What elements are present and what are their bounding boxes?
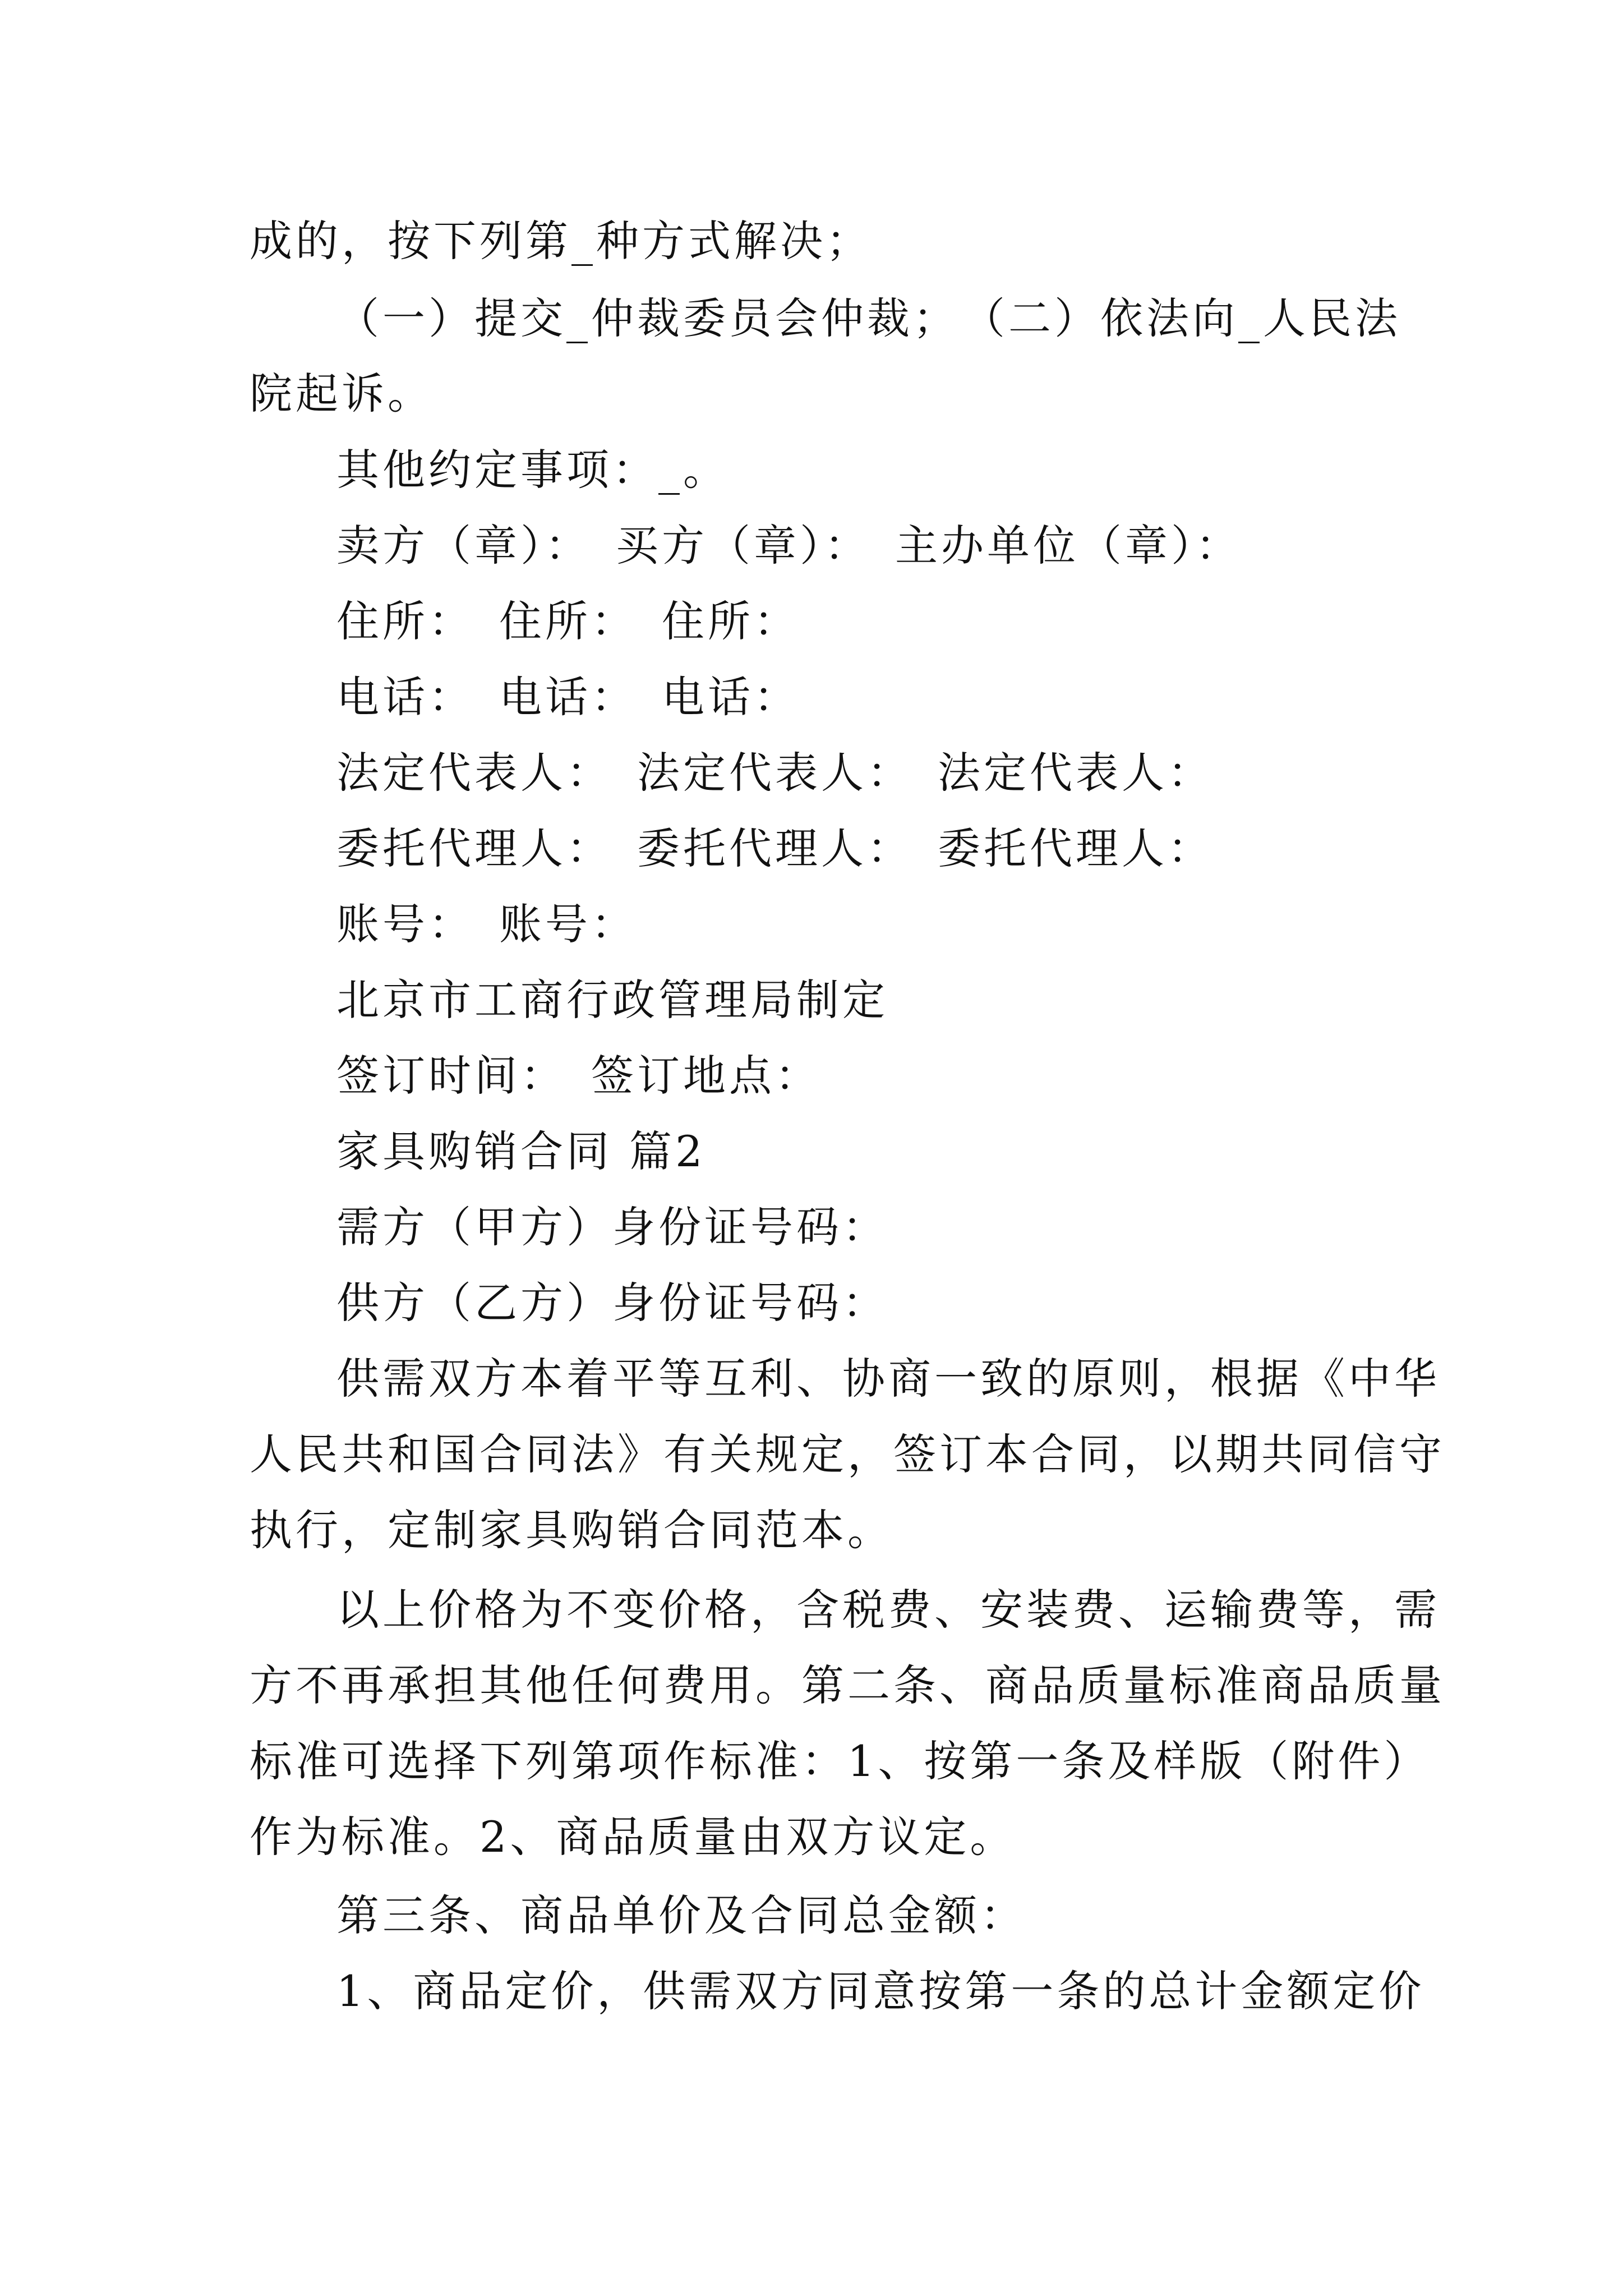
text-line-5: 卖方（章）： 买方（章）： 主办单位（章）： <box>336 521 1242 570</box>
text-line-1: 成的，按下列第_种方式解决； <box>250 216 872 266</box>
text-line-6: 住所： 住所： 住所： <box>336 596 800 646</box>
text-line-11: 北京市工商行政管理局制定 <box>336 975 888 1025</box>
text-line-22: 作为标准。2、商品质量由双方议定。 <box>250 1812 1016 1862</box>
text-line-17: 人民共和国合同法》有关规定，签订本合同，以期共同信守 <box>250 1429 1445 1479</box>
text-line-23: 第三条、商品单价及合同总金额： <box>336 1890 1026 1940</box>
text-line-19: 以上价格为不变价格，含税费、安装费、运输费等，需 <box>336 1585 1440 1635</box>
text-line-14: 需方（甲方）身份证号码： <box>336 1202 888 1252</box>
text-line-18: 执行，定制家具购销合同范本。 <box>250 1505 893 1555</box>
text-line-8: 法定代表人： 法定代表人： 法定代表人： <box>336 748 1214 798</box>
text-line-12: 签订时间： 签订地点： <box>336 1051 821 1101</box>
section-heading: 家具购销合同 篇2 <box>336 1126 706 1176</box>
text-line-2: （一）提交_仲裁委员会仲裁； （二）依法向_人民法 <box>336 293 1401 343</box>
text-line-7: 电话： 电话： 电话： <box>336 672 800 722</box>
text-line-10: 账号： 账号： <box>336 899 637 949</box>
text-line-24: 1、商品定价，供需双方同意按第一条的总计金额定价 <box>336 1966 1425 2016</box>
text-line-21: 标准可选择下列第项作标准：1、按第一条及样版（附件） <box>250 1736 1430 1786</box>
text-line-20: 方不再承担其他任何费用。第二条、商品质量标准商品质量 <box>250 1660 1445 1710</box>
text-line-4: 其他约定事项：_。 <box>336 445 729 495</box>
text-line-9: 委托代理人： 委托代理人： 委托代理人： <box>336 823 1214 873</box>
text-line-15: 供方（乙方）身份证号码： <box>336 1278 888 1328</box>
text-line-16: 供需双方本着平等互利、协商一致的原则，根据《中华 <box>336 1354 1440 1404</box>
text-line-3: 院起诉。 <box>250 369 434 418</box>
